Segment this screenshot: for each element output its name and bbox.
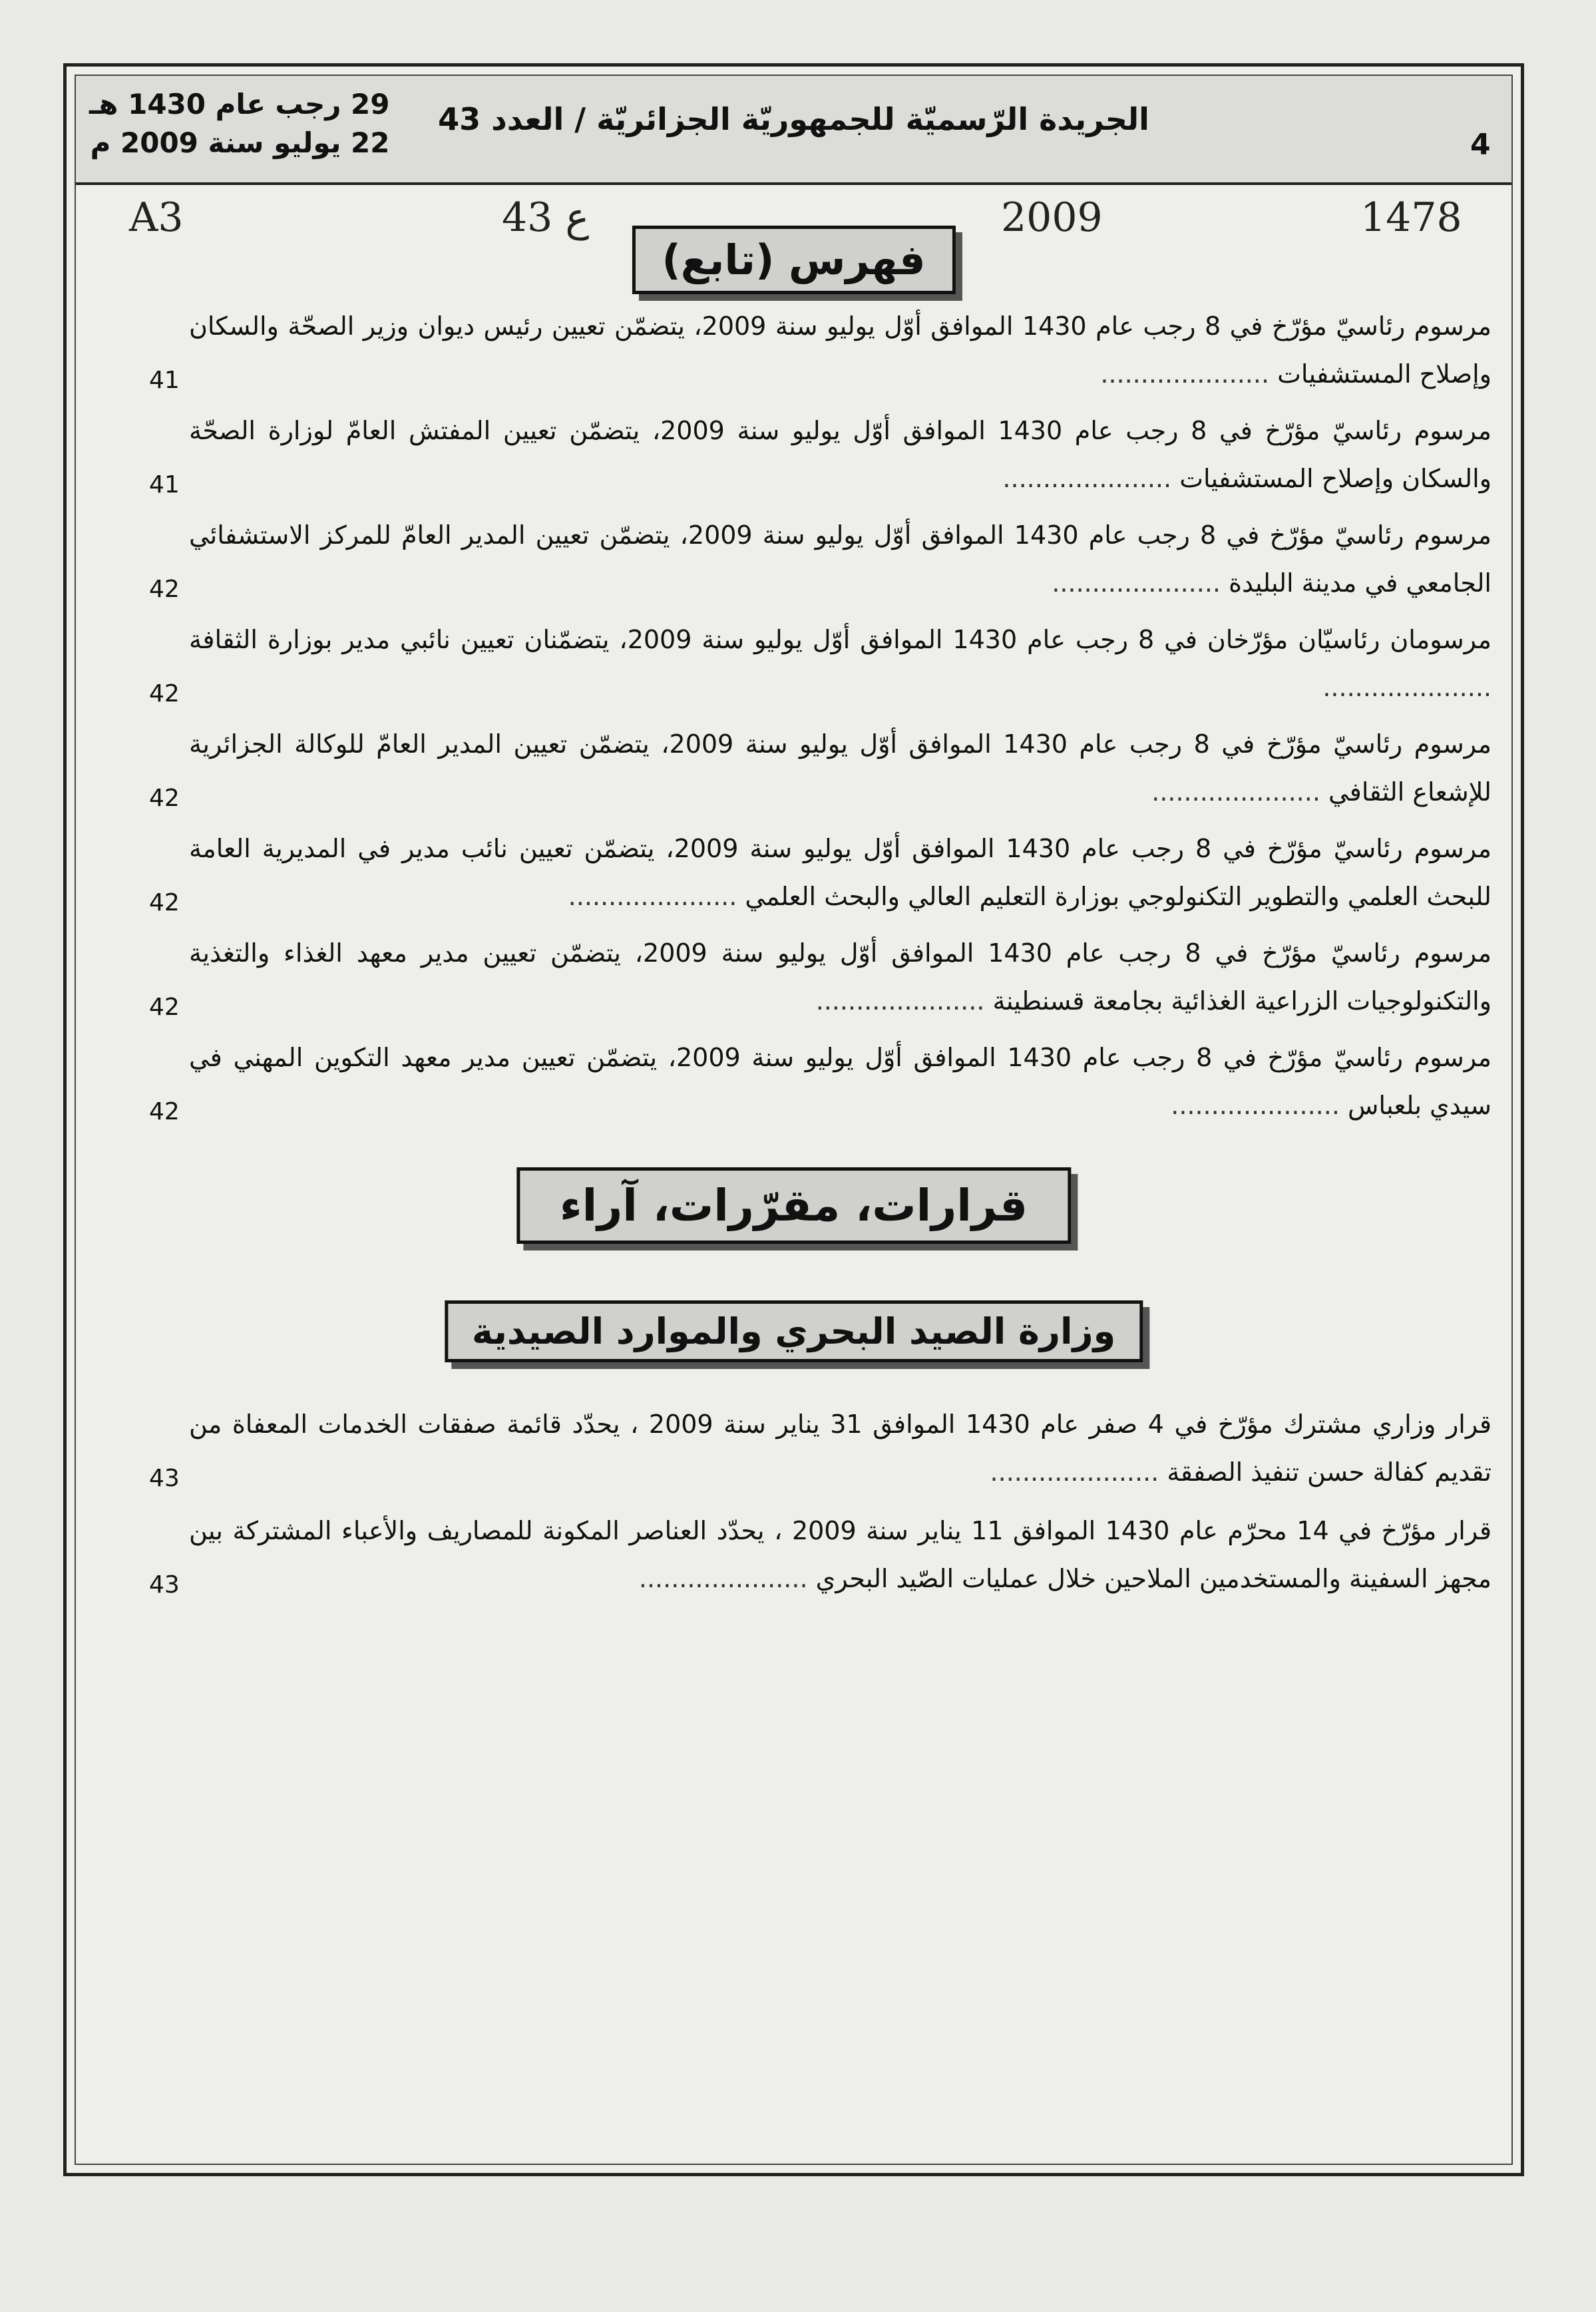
list-item bbox=[102, 720, 1492, 816]
entry-text: مرسوم رئاسيّ مؤرّخ في 8 رجب عام 1430 الموافق أوّل يوليو سنة 2009، يتضمّن تعيين مدير معهد الغذاء والتغذية والتكنولوجيات الزراعية الغذائية بجامعة قسنطينة bbox=[189, 938, 1492, 1016]
page-header bbox=[76, 76, 1511, 185]
handwritten-note: 2009 bbox=[1001, 194, 1103, 241]
entry-page: 42 bbox=[149, 1098, 180, 1125]
leader-dots: ..................... bbox=[1052, 568, 1221, 598]
entry-page: 43 bbox=[149, 1571, 180, 1599]
section-title-index: فهرس (تابع) bbox=[632, 226, 955, 294]
page-title: الجريدة الرّسميّة للجمهوريّة الجزائريّة / العدد 43 bbox=[438, 101, 1149, 137]
newspaper-page bbox=[63, 63, 1524, 2176]
leader-dots: ..................... bbox=[990, 1457, 1159, 1487]
list-item bbox=[102, 616, 1492, 711]
list-item bbox=[102, 1400, 1492, 1496]
entry-text: مرسوم رئاسيّ مؤرّخ في 8 رجب عام 1430 الموافق أوّل يوليو سنة 2009، يتضمّن تعيين نائب مدير في المديرية العامة للبحث العلمي والتطوير التكنولوجي بوزارة التعليم العالي والبحث العلمي bbox=[189, 834, 1492, 911]
handwritten-note: 43 ع bbox=[502, 194, 590, 241]
entry-text: مرسوم رئاسيّ مؤرّخ في 8 رجب عام 1430 الموافق أوّل يوليو سنة 2009، يتضمّن تعيين المدير العامّ للوكالة الجزائرية للإشعاع الثقافي bbox=[189, 729, 1492, 807]
entry-page: 43 bbox=[149, 1465, 180, 1492]
handwritten-note: A3 bbox=[129, 194, 184, 241]
list-item bbox=[102, 302, 1492, 398]
leader-dots: ..................... bbox=[815, 986, 985, 1016]
entry-text: مرسوم رئاسيّ مؤرّخ في 8 رجب عام 1430 الموافق أوّل يوليو سنة 2009، يتضمّن تعيين المدير العامّ للمركز الاستشفائي الجامعي في مدينة البليدة bbox=[189, 520, 1492, 598]
entry-page: 42 bbox=[149, 994, 180, 1021]
page-frame bbox=[75, 75, 1513, 2165]
entry-page: 41 bbox=[149, 471, 180, 498]
handwritten-note: 1478 bbox=[1360, 194, 1462, 241]
list-item bbox=[102, 407, 1492, 502]
leader-dots: ..................... bbox=[1100, 359, 1270, 389]
list-item bbox=[102, 929, 1492, 1025]
entry-text: قرار وزاري مشترك مؤرّخ في 4 صفر عام 1430 الموافق 31 يناير سنة 2009 ، يحدّد قائمة صفقات الخدمات المعفاة من تقديم كفالة حسن تنفيذ الصفقة bbox=[189, 1410, 1492, 1487]
entry-text: مرسوم رئاسيّ مؤرّخ في 8 رجب عام 1430 الموافق أوّل يوليو سنة 2009، يتضمّن تعيين رئيس ديوان وزير الصحّة والسكان وإصلاح المستشفيات bbox=[189, 311, 1492, 389]
leader-dots: ..................... bbox=[1151, 777, 1320, 807]
entry-page: 42 bbox=[149, 889, 180, 916]
page-number: 4 bbox=[1470, 128, 1491, 162]
leader-dots: ..................... bbox=[1002, 464, 1172, 493]
list-item bbox=[102, 1034, 1492, 1129]
section-title-decisions: قرارات، مقرّرات، آراء bbox=[516, 1167, 1071, 1244]
entry-text: مرسوم رئاسيّ مؤرّخ في 8 رجب عام 1430 الموافق أوّل يوليو سنة 2009، يتضمّن تعيين مدير معهد التكوين المهني في سيدي بلعباس bbox=[189, 1043, 1492, 1120]
entry-page: 42 bbox=[149, 576, 180, 603]
date-gregorian: 22 يوليو سنة 2009 م bbox=[90, 126, 390, 159]
list-item bbox=[102, 825, 1492, 920]
leader-dots: ..................... bbox=[1171, 1091, 1340, 1120]
date-hijri: 29 رجب عام 1430 هـ bbox=[89, 88, 390, 120]
list-item bbox=[102, 511, 1492, 607]
entry-page: 41 bbox=[149, 367, 180, 394]
list-item bbox=[102, 1507, 1492, 1603]
entry-text: قرار مؤرّخ في 14 محرّم عام 1430 الموافق 11 يناير سنة 2009 ، يحدّد العناصر المكونة للمصاريف والأعباء المشتركة بين مجهز السفينة والمستخدمين الملاحين خلال عمليات الصّيد البحري bbox=[189, 1516, 1492, 1593]
entry-text: مرسومان رئاسيّان مؤرّخان في 8 رجب عام 1430 الموافق أوّل يوليو سنة 2009، يتضمّنان تعيين نائبي مدير بوزارة الثقافة bbox=[189, 625, 1492, 654]
entry-text: مرسوم رئاسيّ مؤرّخ في 8 رجب عام 1430 الموافق أوّل يوليو سنة 2009، يتضمّن تعيين المفتش العامّ لوزارة الصحّة والسكان وإصلاح المستشفيات bbox=[189, 416, 1492, 493]
entry-page: 42 bbox=[149, 785, 180, 812]
section-title-ministry: وزارة الصيد البحري والموارد الصيدية bbox=[445, 1300, 1143, 1362]
leader-dots: ..................... bbox=[638, 1564, 808, 1593]
entry-page: 42 bbox=[149, 680, 180, 707]
leader-dots: ..................... bbox=[1322, 673, 1492, 702]
leader-dots: ..................... bbox=[568, 882, 737, 911]
